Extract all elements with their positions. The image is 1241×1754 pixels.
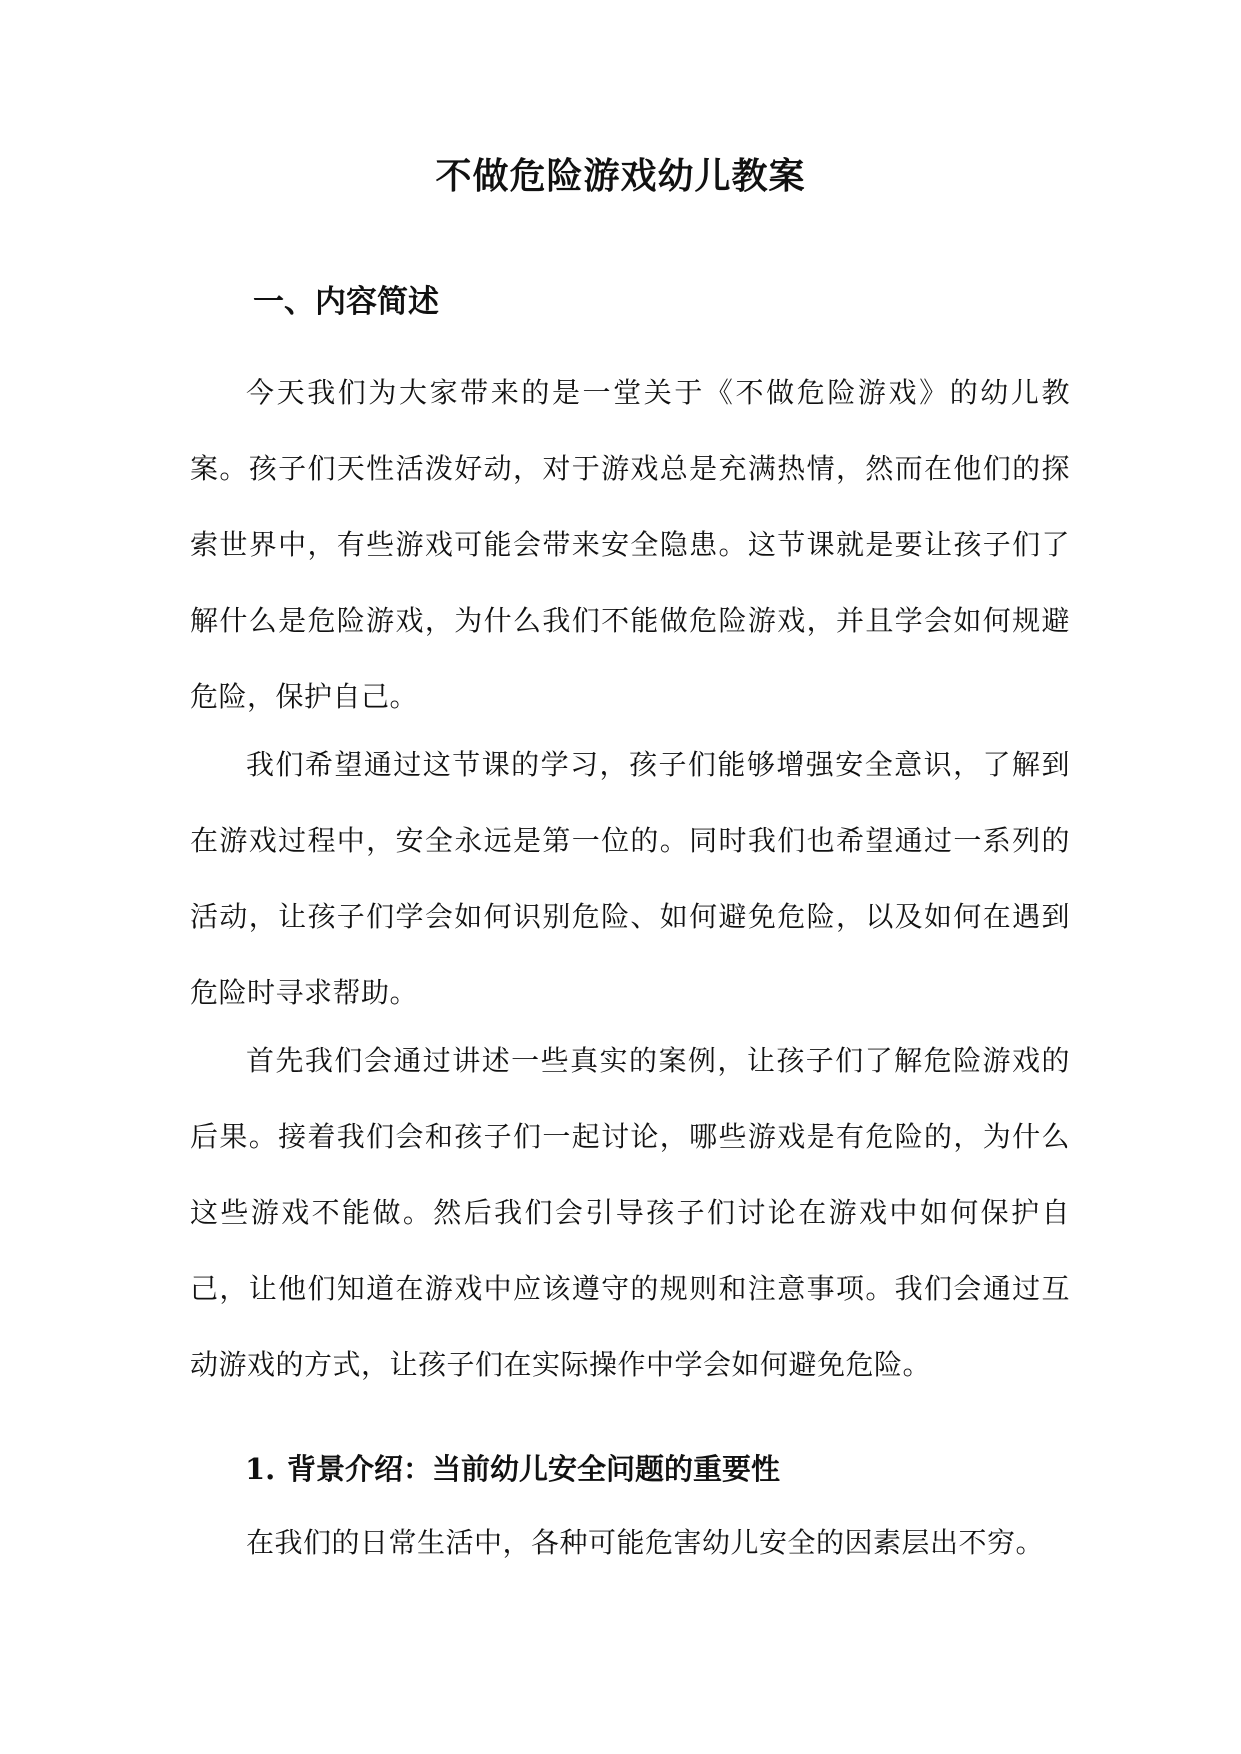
document-title: 不做危险游戏幼儿教案 [435, 155, 806, 197]
subsection-heading-background [245, 1448, 780, 1490]
overview-paragraph-2: 我们希望通过这节课的学习，孩子们能够增强安全意识，了解到在游戏过程中，安全永远是第一位的。同时我们也希望通过一系列的活动，让孩子们学会如何识别危险、如何避免危险，以及如何在遇到危险时寻求帮助。 [190, 748, 1070, 1009]
subsection-number: 1. [245, 1452, 276, 1486]
overview-paragraph-1: 今天我们为大家带来的是一堂关于《不做危险游戏》的幼儿教案。孩子们天性活泼好动，对于游戏总是充满热情，然而在他们的探索世界中，有些游戏可能会带来安全隐患。这节课就是要让孩子们了解什么是危险游戏，为什么我们不能做危险游戏，并且学会如何规避危险，保护自己。 [190, 376, 1070, 713]
section-heading-content-overview: 一、内容简述 [253, 284, 439, 320]
background-paragraph-1: 在我们的日常生活中，各种可能危害幼儿安全的因素层出不穷。 [246, 1526, 1045, 1559]
subsection-heading-text: 背景介绍：当前幼儿安全问题的重要性 [287, 1452, 781, 1486]
overview-paragraph-3: 首先我们会通过讲述一些真实的案例，让孩子们了解危险游戏的后果。接着我们会和孩子们一起讨论，哪些游戏是有危险的，为什么这些游戏不能做。然后我们会引导孩子们讨论在游戏中如何保护自己，让他们知道在游戏中应该遵守的规则和注意事项。我们会通过互动游戏的方式，让孩子们在实际操作中学会如何避免危险。 [190, 1044, 1070, 1381]
